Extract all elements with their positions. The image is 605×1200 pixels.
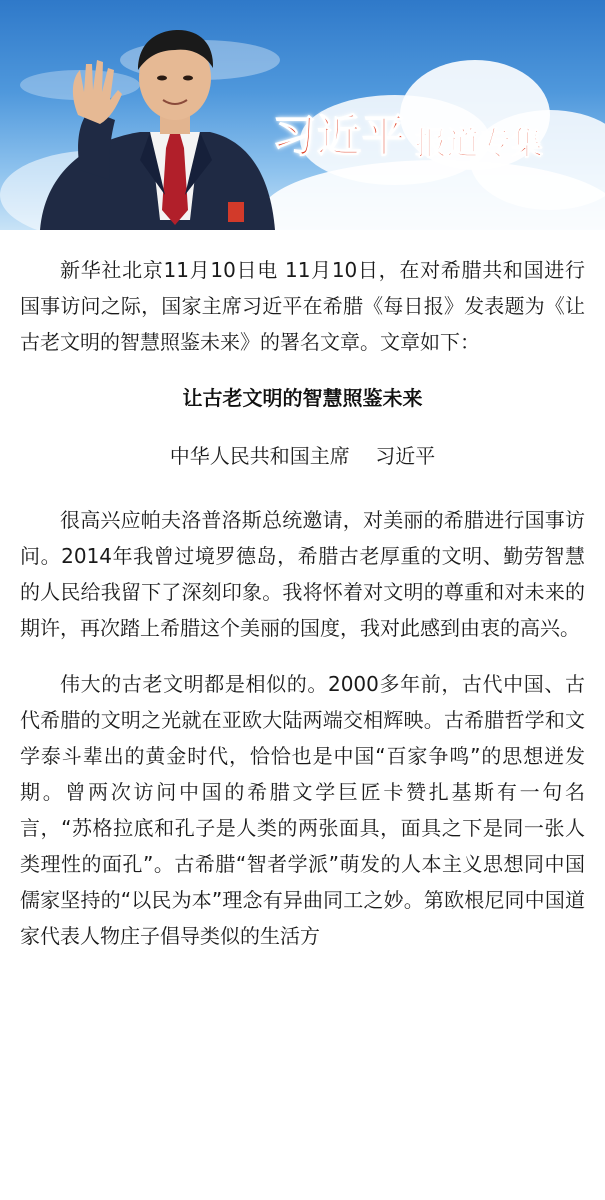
article-body xyxy=(0,230,605,954)
article-byline: 中华人民共和国主席 习近平 xyxy=(169,444,436,468)
header-banner xyxy=(0,0,605,230)
article-paragraph: 很高兴应帕夫洛普洛斯总统邀请，对美丽的希腊进行国事访问。2014年我曾过境罗德岛，希腊古老厚重的文明、勤劳智慧的人民给我留下了深刻印象。我将怀着对文明的尊重和对未来的期许，再次踏上希腊这个美丽的国度，我对此感到由衷的高兴。 xyxy=(20,508,585,640)
banner-title-name: 习近平 xyxy=(272,111,407,162)
banner-portrait-photo xyxy=(20,20,280,230)
article-intro: 新华社北京11月10日电 11月10日，在对希腊共和国进行国事访问之际，国家主席习近平在希腊《每日报》发表题为《让古老文明的智慧照鉴未来》的署名文章。文章如下： xyxy=(20,258,585,354)
banner-title-suffix: 报道专集 xyxy=(415,124,544,162)
article-headline: 让古老文明的智慧照鉴未来 xyxy=(182,386,423,410)
banner-title xyxy=(272,100,543,160)
article-paragraph: 伟大的古老文明都是相似的。2000多年前，古代中国、古代希腊的文明之光就在亚欧大陆两端交相辉映。古希腊哲学和文学泰斗辈出的黄金时代，恰恰也是中国“百家争鸣”的思想迸发期。曾两次访问中国的希腊文学巨匠卡赞扎基斯有一句名言，“苏格拉底和孔子是人类的两张面具，面具之下是同一张人类理性的面孔”。古希腊“智者学派”萌发的人本主义思想同中国儒家坚持的“以民为本”理念有异曲同工之妙。第欧根尼同中国道家代表人物庄子倡导类似的生活方 xyxy=(20,672,585,948)
